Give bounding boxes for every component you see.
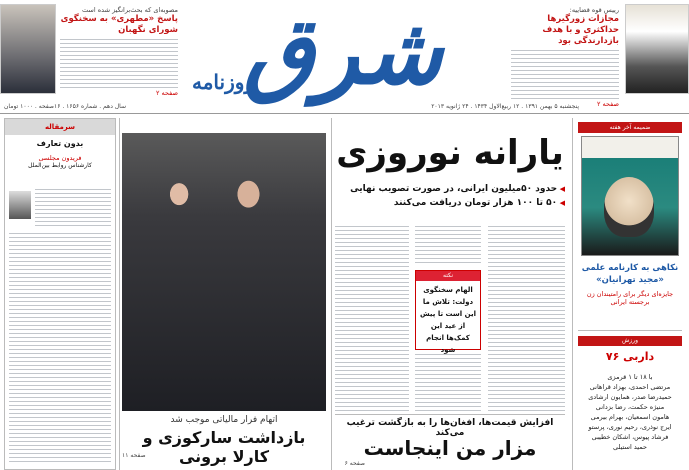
secondary-kicker: افزایش قیمت‌ها، افغان‌ها را به بازگشت ترغیب می‌کند <box>346 418 554 438</box>
column-rule <box>331 118 332 470</box>
sarkozy-bruni-photo[interactable] <box>122 133 326 411</box>
sport-headline[interactable]: داربی ۷۶ <box>605 350 655 363</box>
column-rule <box>572 118 573 470</box>
masthead <box>180 0 505 112</box>
story-divider <box>335 414 565 415</box>
top-left-page-ref: صفحه ۲ <box>155 89 178 97</box>
supplement-caption[interactable]: نکاهی به کارنامه علمی «مجید تهرانیان» <box>581 263 679 285</box>
sport-line: هامون اسمعیان، بهرام بیرمی <box>590 413 670 421</box>
sport-line: ایرج نوذری، رحیم نوری، پرستو <box>588 423 672 431</box>
top-right-kicker: رییس قوه قضاییه: <box>569 6 619 14</box>
top-left-teaser[interactable] <box>60 6 178 97</box>
sport-line: با ۱۸ تا ۱ قرمزی <box>607 373 653 381</box>
top-left-kicker: مصوبه‌ای که بحث‌برانگیز شده است <box>82 6 178 14</box>
newspaper-logo-sub: روزنامه <box>192 70 255 94</box>
editorial-body <box>9 233 111 465</box>
secondary-headline[interactable]: مزار من اینجاست <box>363 436 537 460</box>
sport-line: فرشاد پیوس، اشکان خطیبی <box>591 433 669 441</box>
main-bullet-2: ◀ ۵۰ تا ۱۰۰ هزار تومان دریافت می‌کنند <box>335 196 565 210</box>
sport-line: مرتضی احمدی، بهزاد قراهانی <box>589 383 671 391</box>
quote-box-text: الهام سخنگوی دولت: تلاش ما این است تا پیش از عید این کمک‌ها انجام شود <box>420 286 476 354</box>
main-body-col2-top <box>415 226 481 266</box>
main-body-col1 <box>488 226 565 414</box>
top-left-portrait <box>0 4 56 94</box>
editorial-author-photo <box>9 191 31 219</box>
editorial-section-label: سرمقاله <box>5 119 115 135</box>
photo-caption-headline[interactable]: بازداشت سارکوزی و کارلا برونی <box>142 428 306 466</box>
main-headline[interactable]: یارانه نوروزی <box>336 133 564 173</box>
sport-section-label: ورزش <box>578 336 682 346</box>
issue-info: سال دهم . شماره ۱۶۵۶ . ۱۶صفحه . ۱۰۰۰ تومان <box>4 103 126 110</box>
photo-caption-kicker: اتهام فرار مالیاتی موجب شد <box>170 415 278 425</box>
top-left-body <box>60 39 178 89</box>
editorial-author: فریدون مجلسی <box>38 154 82 162</box>
editorial-author-role: کارشناس روابط بین‌الملل <box>28 162 92 169</box>
sport-line: حمید استیلی <box>613 443 647 451</box>
editorial-column[interactable] <box>4 118 116 470</box>
sport-line: منیژه حکمت، رضا بزدانی <box>595 403 665 411</box>
issue-date: پنجشنبه ۵ بهمن ۱۳۹۱ . ۱۲ ربیع‌الاول ۱۴۳۴ . ۲۴ ژانویه ۲۰۱۳ <box>431 103 579 110</box>
newspaper-logo: شرق <box>243 0 443 105</box>
main-body-col2-bottom <box>415 354 481 414</box>
top-right-portrait <box>625 4 689 94</box>
right-column-divider <box>578 330 682 331</box>
header-bar <box>0 100 689 114</box>
supplement-subcaption: جایزه‌ای دیگر برای رامتیندان زن برجسته ایرانی <box>586 290 674 306</box>
sport-list <box>578 372 682 452</box>
top-left-headline: پاسخ «مطهری» به سخنگوی شورای نگهبان <box>60 14 178 35</box>
main-bullet-1: ◀ حدود ۵۰میلیون ایرانی، در صورت تصویب نهایی <box>335 182 565 196</box>
top-right-headline: مجازات زورگیرها حداکثری و با هدف بازدارندگی بود <box>542 14 619 46</box>
supplement-section-label: ضمیمه آخر هفته <box>578 122 682 133</box>
top-right-teaser[interactable] <box>511 6 619 108</box>
editorial-title: بدون تعارف <box>36 139 84 148</box>
photo-page-ref: صفحه ۱۱ <box>122 452 146 459</box>
top-right-body <box>511 50 619 100</box>
column-rule <box>119 118 120 470</box>
quote-box-label: نکته <box>416 271 480 281</box>
secondary-page-ref: صفحه ۶ <box>344 460 365 467</box>
sport-line: حمیدرضا صدر، همایون ارشادی <box>588 393 672 401</box>
cover-portrait <box>604 177 654 237</box>
main-quote-box <box>415 270 481 354</box>
supplement-cover-image[interactable] <box>581 136 679 256</box>
main-body-col3 <box>335 226 409 414</box>
top-right-page-ref: صفحه ۲ <box>596 100 619 108</box>
editorial-body-top <box>35 189 111 229</box>
main-bullets <box>335 182 565 210</box>
